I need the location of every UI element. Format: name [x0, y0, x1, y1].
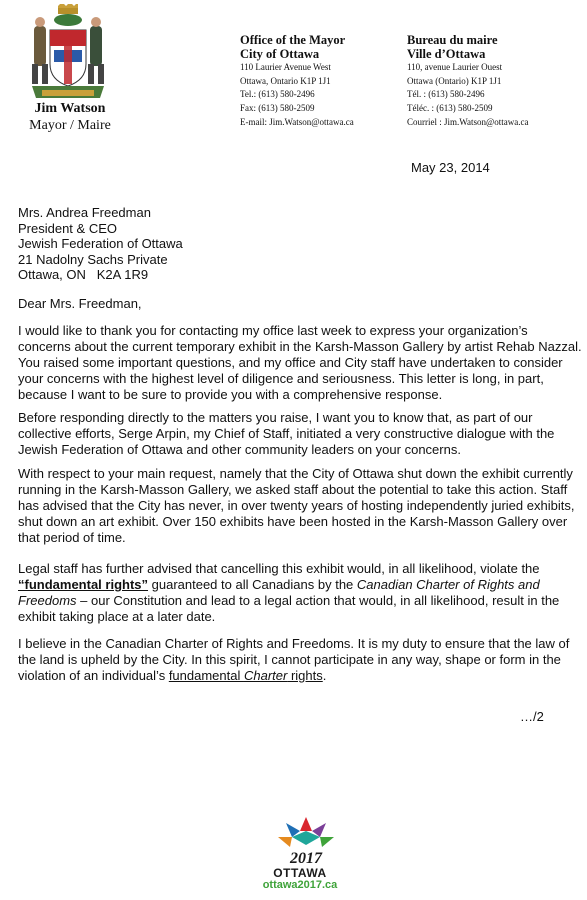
city-of-ottawa-coat-of-arms	[28, 4, 108, 102]
office-title: Bureau du maire	[407, 33, 498, 47]
office-address-english	[240, 34, 354, 129]
recipient-address	[18, 205, 183, 283]
office-city: Ville d’Ottawa	[407, 46, 486, 61]
p4-text-e: – our Constitution and lead to a legal action that would, in all likelihood, result in the exhibit taking place at a later date.	[18, 593, 560, 624]
p5-underlined-charter: Charter	[243, 668, 288, 683]
p4-text-a: Legal staff has further advised that cancelling this exhibit would, in all likelihood, violate the	[18, 561, 540, 576]
recipient-city: Ottawa, ON K2A 1R9	[18, 267, 149, 283]
recipient-street: 21 Nadolny Sachs Private	[18, 251, 168, 267]
body-paragraph-2: Before responding directly to the matters you raise, I want you to know that, as part of our collective efforts, Serge Arpin, my Chief of Staff, initiated a very constructive dialogue with the Jewish Federation of Ottawa and other community leaders on your concerns.	[18, 410, 555, 457]
office-address-french	[407, 34, 529, 129]
fundamental-rights-emphasis: “fundamental rights”	[18, 577, 149, 592]
logo-city-name: OTTAWA	[273, 866, 327, 880]
charter-title-italic: Canadian Charter of Rights and Freedoms	[18, 577, 540, 608]
page-continuation: …/2	[520, 709, 544, 724]
office-title: Office of the Mayor	[240, 33, 346, 47]
office-tel: Tél. : (613) 580-2496	[407, 89, 485, 100]
ottawa-2017-logo-icon	[272, 815, 340, 867]
office-city: City of Ottawa	[240, 46, 320, 61]
office-city-postal: Ottawa, Ontario K1P 1J1	[240, 75, 331, 86]
body-paragraph-4	[18, 561, 584, 625]
logo-year: 2017	[290, 850, 322, 867]
letter-date: May 23, 2014	[411, 160, 490, 175]
mayor-title: Mayor / Maire	[29, 118, 111, 133]
logo-url: ottawa2017.ca	[262, 879, 338, 891]
body-paragraph-3: With respect to your main request, namely that the City of Ottawa shut down the exhibit currently running in the Karsh-Masson Gallery, we asked staff about the potential to take this action. Staff has advised that the City has never, in over twenty years of hosting independently juried exhibits, shut down an art exhibit. Over 150 exhibits have been hosted in the Karsh-Masson Gallery over that period of time.	[18, 466, 575, 545]
p5-period: .	[322, 668, 327, 683]
office-email: E-mail: Jim.Watson@ottawa.ca	[240, 116, 354, 127]
p5-underlined-rights: rights	[287, 668, 323, 683]
office-email: Courriel : Jim.Watson@ottawa.ca	[407, 116, 529, 127]
office-street: 110, avenue Laurier Ouest	[407, 62, 503, 73]
office-fax: Téléc. : (613) 580-2509	[407, 102, 493, 113]
body-paragraph-1: I would like to thank you for contacting my office last week to express your organization’s concerns about the current temporary exhibit in the Karsh-Masson Gallery by artist Rehab Nazzal. You raised some important questions, and my office and City staff have undertaken to consider your concerns with the highest level of diligence and seriousness. This letter is long, in part, because I want to be sure to provide you with a comprehensive response.	[18, 323, 582, 402]
recipient-title: President & CEO	[18, 220, 117, 236]
office-fax: Fax: (613) 580-2509	[240, 102, 315, 113]
mayor-name: Jim Watson	[34, 101, 106, 116]
office-tel: Tel.: (613) 580-2496	[240, 89, 315, 100]
p5-text-a: I believe in the Canadian Charter of Rights and Freedoms. It is my duty to ensure that the law of the land is upheld by the City. In this spirit, I cannot participate in any way, shape or form in the violation of an individual’s	[18, 636, 570, 683]
p4-text-c: guaranteed to all Canadians by the	[148, 577, 357, 592]
recipient-organization: Jewish Federation of Ottawa	[18, 236, 183, 252]
salutation: Dear Mrs. Freedman,	[18, 296, 142, 311]
recipient-name: Mrs. Andrea Freedman	[18, 205, 151, 220]
p5-underlined-fundamental: fundamental	[168, 668, 244, 683]
office-street: 110 Laurier Avenue West	[240, 62, 331, 73]
body-paragraph-5	[18, 636, 584, 684]
office-city-postal: Ottawa (Ontario) K1P 1J1	[407, 75, 502, 86]
